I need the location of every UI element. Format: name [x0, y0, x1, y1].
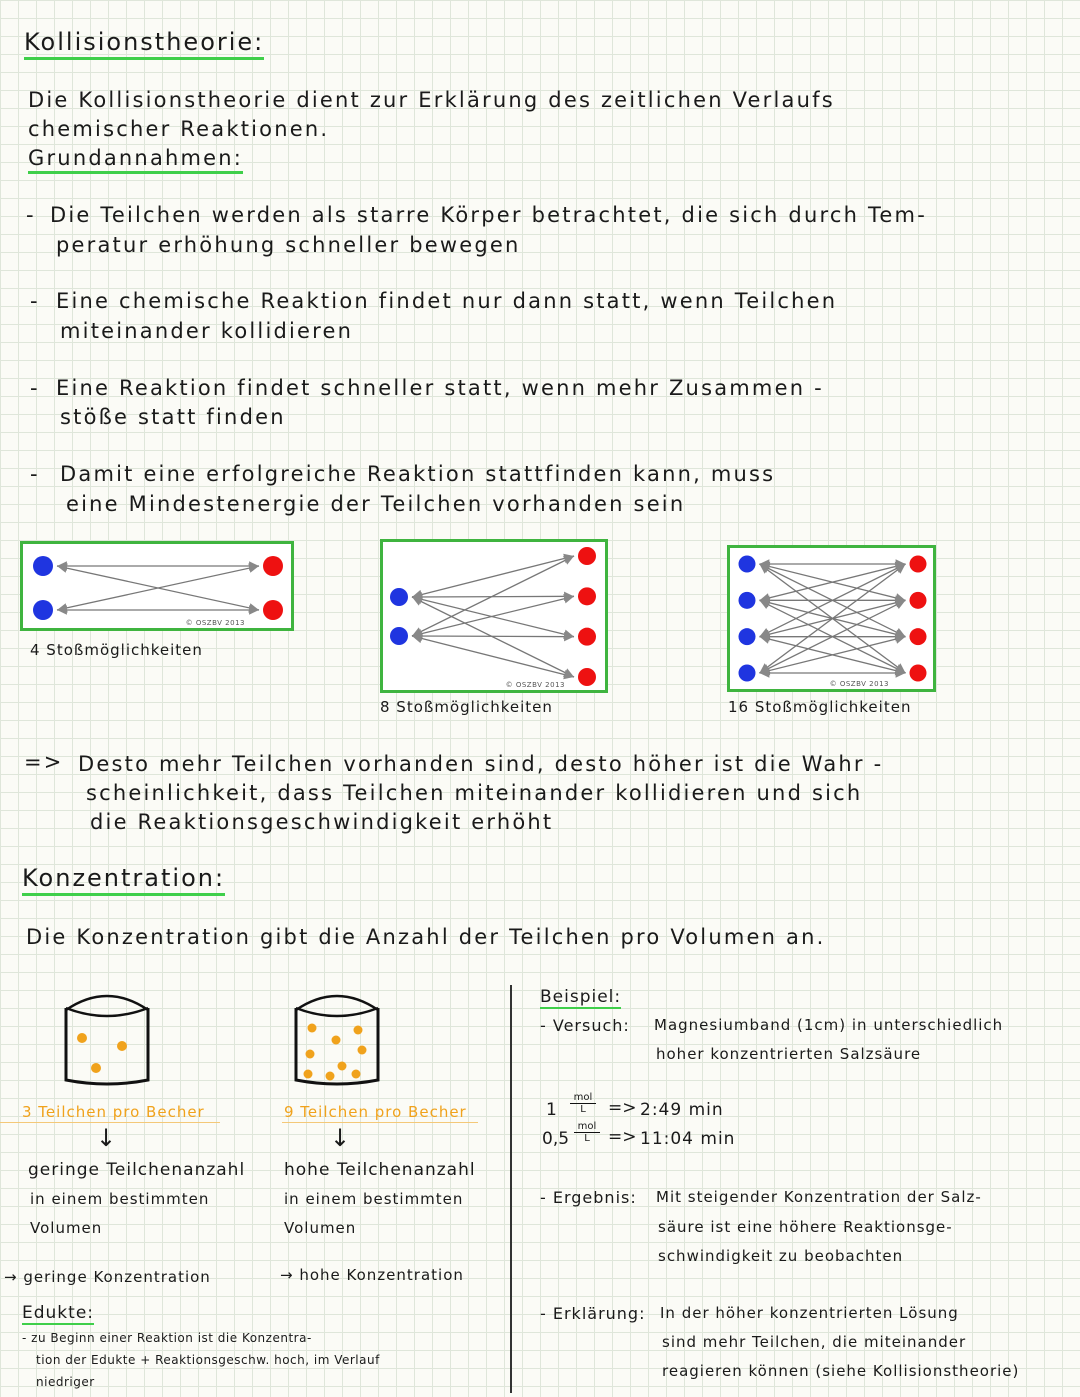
bullet-3-line-1: Eine Reaktion findet schneller statt, wenn mehr Zusammen -	[56, 376, 824, 400]
watermark: © OSZBV 2013	[829, 680, 889, 688]
collision-svg-1	[23, 544, 291, 628]
column-divider	[510, 985, 512, 1393]
conclusion-line-1: Desto mehr Teilchen vorhanden sind, desto höher ist die Wahr -	[78, 752, 884, 776]
red-particle	[578, 587, 596, 605]
blue-particle	[739, 592, 756, 609]
collision-svg-3	[730, 548, 933, 689]
ergebnis-line-1: Mit steigender Konzentration der Salz-	[656, 1188, 982, 1206]
down-arrow: ↓	[96, 1124, 117, 1152]
blue-particle	[33, 600, 53, 620]
beaker-high-label: 9 Teilchen pro Becher	[284, 1103, 467, 1121]
beaker-low-desc-1: geringe Teilchenanzahl	[28, 1160, 246, 1180]
measurement-2-arrow: =>	[608, 1127, 637, 1147]
page-title: Kollisionstheorie:	[24, 28, 264, 60]
conclusion-line-3: die Reaktionsgeschwindigkeit erhöht	[90, 810, 554, 834]
bullet-2-line-2: miteinander kollidieren	[60, 319, 354, 343]
red-particle	[578, 628, 596, 646]
red-particle	[910, 665, 927, 682]
unit-denominator: L	[584, 1133, 590, 1144]
conclusion-line-2: scheinlichkeit, dass Teilchen miteinander kollidieren und sich	[86, 781, 863, 805]
watermark: © OSZBV 2013	[185, 619, 245, 627]
label-underline	[282, 1122, 478, 1123]
blue-particle	[739, 665, 756, 682]
diagram-caption-1: 4 Stoßmöglichkeiten	[30, 641, 203, 659]
edukte-heading: Edukte:	[22, 1303, 95, 1323]
blue-particle	[739, 556, 756, 573]
bullet-1-line-2: peratur erhöhung schneller bewegen	[56, 233, 521, 257]
diagram-caption-2: 8 Stoßmöglichkeiten	[380, 698, 553, 716]
red-particle	[910, 556, 927, 573]
beaker-low-label: 3 Teilchen pro Becher	[22, 1103, 205, 1121]
bullet-dash: -	[30, 462, 40, 486]
measurement-1-conc: 1	[546, 1100, 557, 1120]
bullet-4-line-1: Damit eine erfolgreiche Reaktion stattfinden kann, muss	[60, 462, 776, 486]
ergebnis-line-3: schwindigkeit zu beobachten	[658, 1247, 904, 1265]
arrowhead	[248, 563, 259, 572]
measurement-2-conc: 0,5	[542, 1129, 570, 1149]
edukte-line-3: niedriger	[36, 1375, 95, 1389]
arrowhead	[57, 563, 68, 572]
collision-line	[412, 556, 574, 597]
measurement-1-arrow: =>	[608, 1098, 637, 1118]
erklaerung-line-3: reagieren können (siehe Kollisionstheorie)	[662, 1362, 1020, 1380]
beaker-low-result: → geringe Konzentration	[4, 1268, 211, 1286]
example-heading: Beispiel:	[540, 987, 622, 1007]
collision-diagram-3	[727, 545, 936, 692]
bullet-dash: -	[26, 203, 36, 227]
unit-numerator: mol	[574, 1121, 600, 1133]
erklaerung-line-2: sind mehr Teilchen, die miteinander	[662, 1333, 967, 1351]
red-particle	[578, 668, 596, 686]
red-particle	[263, 600, 283, 620]
bullet-1-line-1: Die Teilchen werden als starre Körper betrachtet, die sich durch Tem-	[50, 203, 927, 227]
bullet-3-line-2: stöße statt finden	[60, 405, 286, 429]
concentration-definition: Die Konzentration gibt die Anzahl der Teilchen pro Volumen an.	[26, 925, 826, 949]
measurement-1-unit	[570, 1092, 596, 1115]
collision-line	[412, 636, 574, 677]
intro-line-1: Die Kollisionstheorie dient zur Erklärung des zeitlichen Verlaufs	[28, 88, 835, 112]
blue-particle	[390, 627, 408, 645]
red-particle	[263, 556, 283, 576]
arrowhead	[563, 594, 574, 603]
beaker-low-desc-2: in einem bestimmten	[30, 1190, 210, 1208]
blue-particle	[390, 588, 408, 606]
collision-svg-2	[383, 542, 605, 690]
bullet-4-line-2: eine Mindestenergie der Teilchen vorhanden sein	[66, 492, 686, 516]
down-arrow: ↓	[330, 1124, 351, 1152]
collision-diagram-1	[20, 541, 294, 631]
measurement-2-time: 11:04 min	[640, 1129, 736, 1149]
concentration-heading: Konzentration:	[22, 864, 225, 896]
erklaerung-line-1: In der höher konzentrierten Lösung	[660, 1304, 959, 1322]
beaker-high-desc-3: Volumen	[284, 1219, 357, 1237]
versuch-line-2: hoher konzentrierten Salzsäure	[656, 1045, 922, 1063]
blue-particle	[739, 628, 756, 645]
bullet-dash: -	[30, 376, 40, 400]
beaker-high-desc-2: in einem bestimmten	[284, 1190, 464, 1208]
label-underline	[0, 1122, 220, 1123]
intro-line-2: chemischer Reaktionen.	[28, 117, 330, 141]
edukte-line-2: tion der Edukte + Reaktionsgeschw. hoch, im Verlauf	[36, 1353, 380, 1367]
implies-arrow: =>	[24, 750, 64, 774]
red-particle	[910, 628, 927, 645]
collision-line	[412, 636, 574, 637]
unit-denominator: L	[580, 1104, 586, 1115]
blue-particle	[33, 556, 53, 576]
versuch-line-1: Magnesiumband (1cm) in unterschiedlich	[654, 1016, 1004, 1034]
measurement-2-unit	[574, 1121, 600, 1144]
measurement-1-time: 2:49 min	[640, 1100, 724, 1120]
ergebnis-label: - Ergebnis:	[540, 1188, 637, 1207]
ergebnis-line-2: säure ist eine höhere Reaktionsge-	[658, 1218, 953, 1236]
erklaerung-label: - Erklärung:	[540, 1304, 646, 1323]
watermark: © OSZBV 2013	[505, 681, 565, 689]
edukte-line-1: - zu Beginn einer Reaktion ist die Konzentra-	[22, 1331, 312, 1345]
beaker-high	[290, 990, 384, 1090]
beaker-high-result: → hohe Konzentration	[280, 1266, 464, 1284]
beaker-low	[60, 990, 154, 1090]
collision-diagram-2	[380, 539, 608, 693]
bullet-dash: -	[30, 289, 40, 313]
beaker-high-desc-1: hohe Teilchenanzahl	[284, 1160, 476, 1180]
diagram-caption-3: 16 Stoßmöglichkeiten	[728, 698, 912, 716]
unit-numerator: mol	[570, 1092, 596, 1104]
versuch-label: - Versuch:	[540, 1016, 630, 1035]
bullet-2-line-1: Eine chemische Reaktion findet nur dann statt, wenn Teilchen	[56, 289, 838, 313]
red-particle	[910, 592, 927, 609]
beaker-low-desc-3: Volumen	[30, 1219, 103, 1237]
red-particle	[578, 547, 596, 565]
assumptions-heading: Grundannahmen:	[28, 146, 243, 174]
